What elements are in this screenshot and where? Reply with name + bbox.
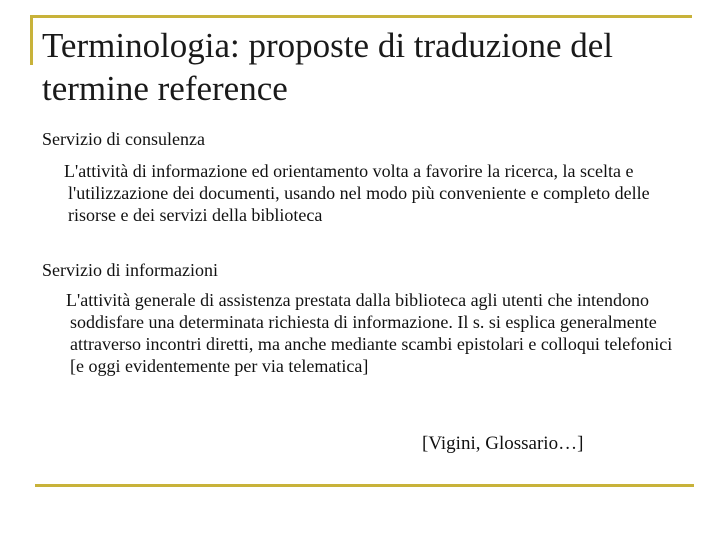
left-gold-rule <box>30 15 33 65</box>
top-gold-rule <box>31 15 692 18</box>
term-servizio-di-informazioni: Servizio di informazioni <box>42 260 218 280</box>
slide-title: Terminologia: proposte di traduzione del termine reference <box>42 26 614 108</box>
definition-servizio-di-informazioni: L'attività generale di assistenza prestata dalla biblioteca agli utenti che intendono soddisfare una determinata richiesta di informazione. Il s. si esplica generalmente attraverso incontri diretti, ma anche mediante scambi epistolari e colloqui telefonici [e oggi evidentemente per via telematica] <box>66 290 673 376</box>
definition-servizio-di-consulenza: L'attività di informazione ed orientamento volta a favorire la ricerca, la scelta e l'utilizzazione dei documenti, usando nel modo più conveniente e completo delle risorse e dei servizi della biblioteca <box>64 161 650 225</box>
term-servizio-di-consulenza: Servizio di consulenza <box>42 129 205 149</box>
bottom-gold-rule <box>35 484 694 487</box>
citation: [Vigini, Glossario…] <box>422 433 584 454</box>
